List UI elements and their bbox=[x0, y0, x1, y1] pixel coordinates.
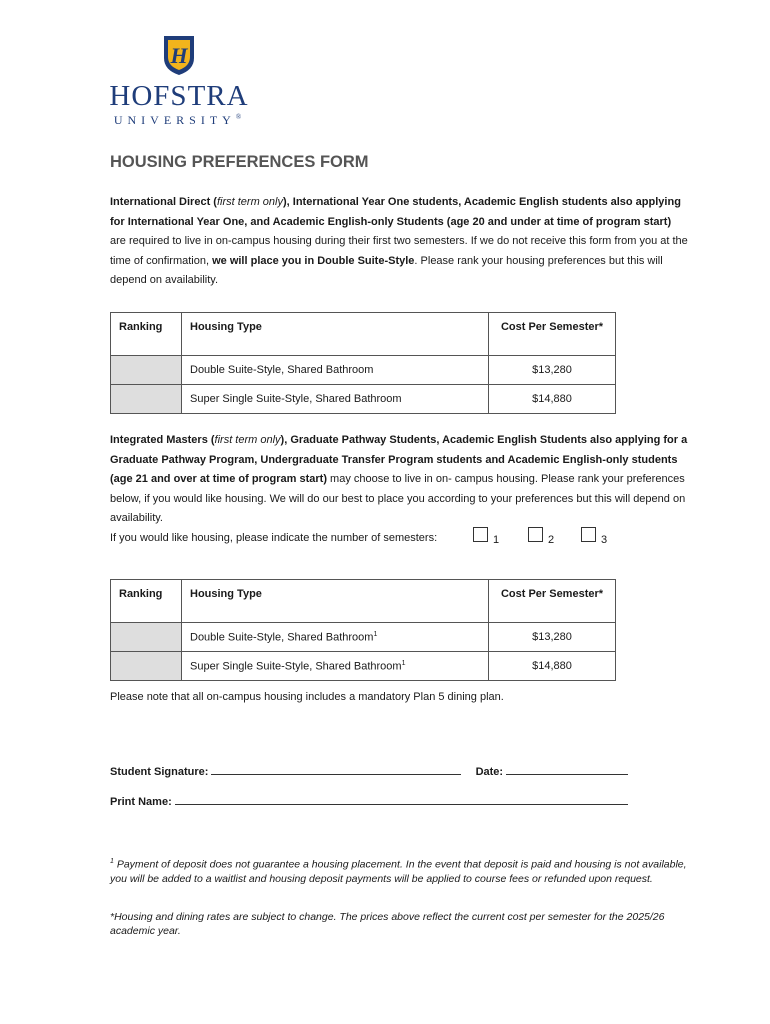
ranking-input-cell[interactable] bbox=[111, 652, 182, 681]
housing-type-cell: Double Suite-Style, Shared Bathroom bbox=[182, 356, 489, 385]
semester-2-checkbox[interactable] bbox=[528, 527, 543, 542]
ranking-input-cell[interactable] bbox=[111, 356, 182, 385]
date-field[interactable] bbox=[506, 764, 628, 775]
ranking-input-cell[interactable] bbox=[111, 623, 182, 652]
semesters-label: If you would like housing, please indicate the number of semesters: bbox=[110, 532, 438, 544]
dining-note: Please note that all on-campus housing includes a mandatory Plan 5 dining plan. bbox=[110, 691, 504, 703]
student-signature-field[interactable] bbox=[211, 764, 461, 775]
housing-table-2 bbox=[110, 579, 616, 681]
housing-type-header: Housing Type bbox=[182, 580, 489, 623]
date-label: Date: bbox=[475, 766, 504, 778]
ranking-input-cell[interactable] bbox=[111, 385, 182, 414]
signature-row bbox=[110, 764, 628, 778]
hofstra-shield-icon bbox=[162, 34, 196, 76]
housing-type-cell: Super Single Suite-Style, Shared Bathroom$^1$ bbox=[182, 652, 489, 681]
student-signature-label: Student Signature: bbox=[110, 766, 209, 778]
cost-header: Cost Per Semester* bbox=[489, 313, 616, 356]
cost-cell: $14,880 bbox=[489, 385, 616, 414]
svg-text:H: H bbox=[170, 43, 188, 68]
table-row bbox=[111, 652, 616, 681]
cost-cell: $13,280 bbox=[489, 623, 616, 652]
housing-table-1 bbox=[110, 312, 616, 414]
table-row bbox=[111, 623, 616, 652]
footnote-1: $^1$ Payment of deposit does not guarantee a housing placement. In the event that deposit is paid and housing is not available, you will be added to a waitlist and housing deposit payments will be applied to course fees or refunded upon request. bbox=[110, 858, 687, 885]
cost-header: Cost Per Semester* bbox=[489, 580, 616, 623]
semester-3-label: 3 bbox=[601, 534, 608, 546]
intro-paragraph-1: International Direct (first term only), International Year One students, Academic English students also applying for International Year One, and Academic English-only Students (age 20 and under at time of program start) are required to live in on-campus housing during their first two semesters. If we do not receive this form from you at the time of confirmation, we will place you in Double Suite-Style. Please rank your housing preferences but this will depend on availability. bbox=[110, 196, 688, 286]
housing-type-header: Housing Type bbox=[182, 313, 489, 356]
semester-1-label: 1 bbox=[493, 534, 500, 546]
housing-type-cell: Double Suite-Style, Shared Bathroom$^1$ bbox=[182, 623, 489, 652]
cost-cell: $13,280 bbox=[489, 356, 616, 385]
table-header-row bbox=[111, 313, 616, 356]
logo-subtitle: UNIVERSITY® bbox=[113, 113, 247, 127]
housing-type-cell: Super Single Suite-Style, Shared Bathroom bbox=[182, 385, 489, 414]
ranking-header: Ranking bbox=[111, 580, 182, 623]
footnote-2: *Housing and dining rates are subject to change. The prices above reflect the current cost per semester for the 2025/26 academic year. bbox=[110, 911, 665, 937]
table-row bbox=[111, 385, 616, 414]
logo-wordmark: HOFSTRA bbox=[109, 80, 249, 112]
print-name-label: Print Name: bbox=[110, 796, 172, 808]
semester-1-checkbox[interactable] bbox=[473, 527, 488, 542]
print-name-field[interactable] bbox=[175, 794, 628, 805]
hofstra-logo bbox=[104, 34, 254, 127]
cost-cell: $14,880 bbox=[489, 652, 616, 681]
semester-2-label: 2 bbox=[548, 534, 555, 546]
print-name-row bbox=[110, 794, 628, 808]
ranking-header: Ranking bbox=[111, 313, 182, 356]
form-title: HOUSING PREFERENCES FORM bbox=[110, 153, 369, 171]
semester-3-checkbox[interactable] bbox=[581, 527, 596, 542]
table-header-row bbox=[111, 580, 616, 623]
intro-paragraph-2: Integrated Masters (first term only), Graduate Pathway Students, Academic English Students also applying for a Graduate Pathway Program, Undergraduate Transfer Program students and Academic English-only students (age 21 and over at time of program start) may choose to live in on- campus housing. Please rank your preferences below, if you would like housing. We will do our best to place you according to your preferences but this will depend on availability. bbox=[110, 434, 688, 524]
table-row bbox=[111, 356, 616, 385]
